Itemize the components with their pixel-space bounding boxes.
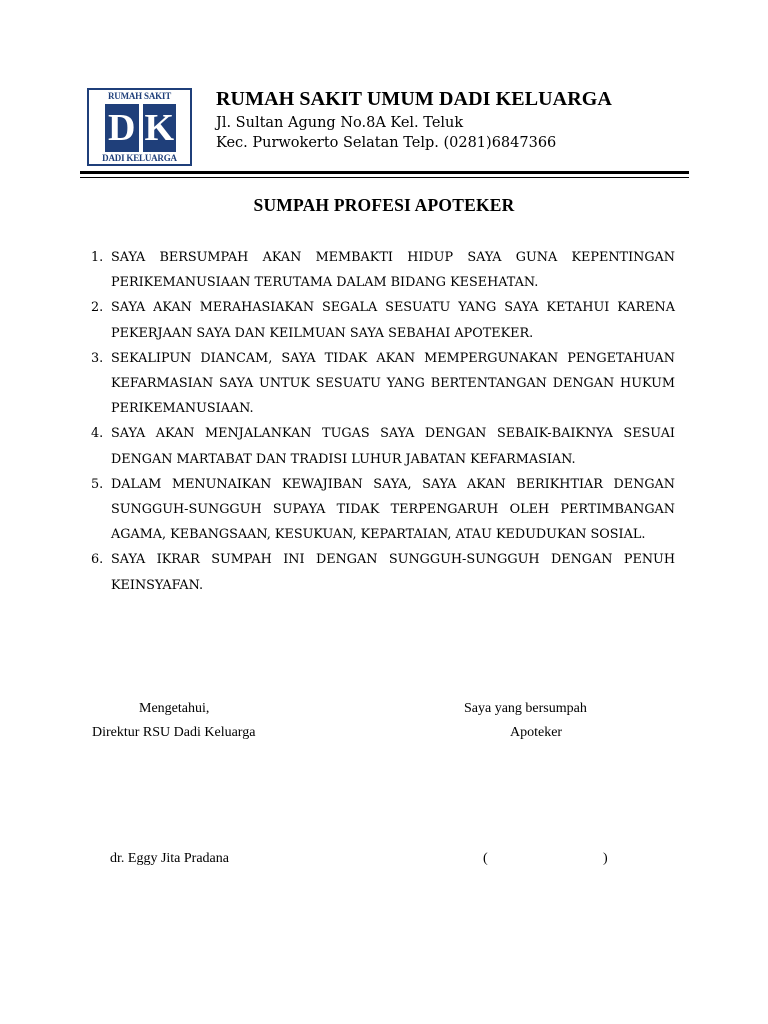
oath-number: 4. [91,426,104,442]
logo-top-text: RUMAH SAKIT [107,91,172,101]
signature-left-heading: Mengetahui, [139,701,210,716]
logo-letters [105,104,176,152]
signature-right-heading: Saya yang bersumpah [464,701,587,716]
address-line-2: Kec. Purwokerto Selatan Telp. (0281)6847366 [216,135,557,151]
oath-text: SAYA BERSUMPAH AKAN MEMBAKTI HIDUP SAYA GUNA KEPENTINGAN PERIKEMANUSIAAN TERUTAMA DALAM BIDANG KESEHATAN. [111,250,675,291]
signature-left-role: Direktur RSU Dadi Keluarga [92,725,256,740]
oath-text: SEKALIPUN DIANCAM, SAYA TIDAK AKAN MEMPERGUNAKAN PENGETAHUAN KEFARMASIAN SAYA UNTUK SESUATU YANG BERTENTANGAN DENGAN HUKUM PERIKEMANUSIAAN. [111,350,675,417]
logo-letter-k: K [143,104,177,152]
oath-text: SAYA AKAN MENJALANKAN TUGAS SAYA DENGAN SEBAIK-BAIKNYA SESUAI DENGAN MARTABAT DAN TRADISI LUHUR JABATAN KEFARMASIAN. [111,426,675,467]
logo-letter-d: D [105,104,139,152]
oath-list [91,245,675,598]
oath-number: 1. [91,250,104,265]
signature-left-name: dr. Eggy Jita Pradana [110,851,229,866]
signature-right-role: Apoteker [510,725,563,740]
oath-item [91,346,675,422]
oath-number: 2. [91,300,104,316]
hospital-name: RUMAH SAKIT UMUM DADI KELUARGA [216,88,612,110]
header-rule-thick [80,171,689,174]
oath-number: 3. [91,350,104,366]
oath-text: SAYA IKRAR SUMPAH INI DENGAN SUNGGUH-SUNGGUH DENGAN PENUH KEINSYAFAN. [111,552,675,593]
logo-bottom-text: DADI KELUARGA [102,153,177,163]
oath-text: SAYA AKAN MERAHASIAKAN SEGALA SESUATU YANG SAYA KETAHUI KARENA PEKERJAAN SAYA DAN KEILMUAN SAYA SEBAHAI APOTEKER. [111,300,675,341]
oath-item [91,245,675,295]
signature-right-paren-open: ( [483,851,488,866]
oath-item [91,421,675,471]
document-title: SUMPAH PROFESI APOTEKER [253,195,515,215]
header-rule-thin [80,177,689,178]
oath-item [91,547,675,597]
oath-number: 5. [91,476,104,492]
oath-number: 6. [91,552,104,568]
oath-text: DALAM MENUNAIKAN KEWAJIBAN SAYA, SAYA AKAN BERIKHTIAR DENGAN SUNGGUH-SUNGGUH SUPAYA TIDAK TERPENGARUH OLEH PERTIMBANGAN AGAMA, KEBANGSAAN, KESUKUAN, KEPARTAIAN, ATAU KEDUDUKAN SOSIAL. [111,476,675,543]
oath-item [91,295,675,345]
hospital-logo [87,88,192,166]
address-line-1: Jl. Sultan Agung No.8A Kel. Teluk [216,115,464,131]
oath-item [91,472,675,548]
signature-right-paren-close: ) [603,851,608,866]
